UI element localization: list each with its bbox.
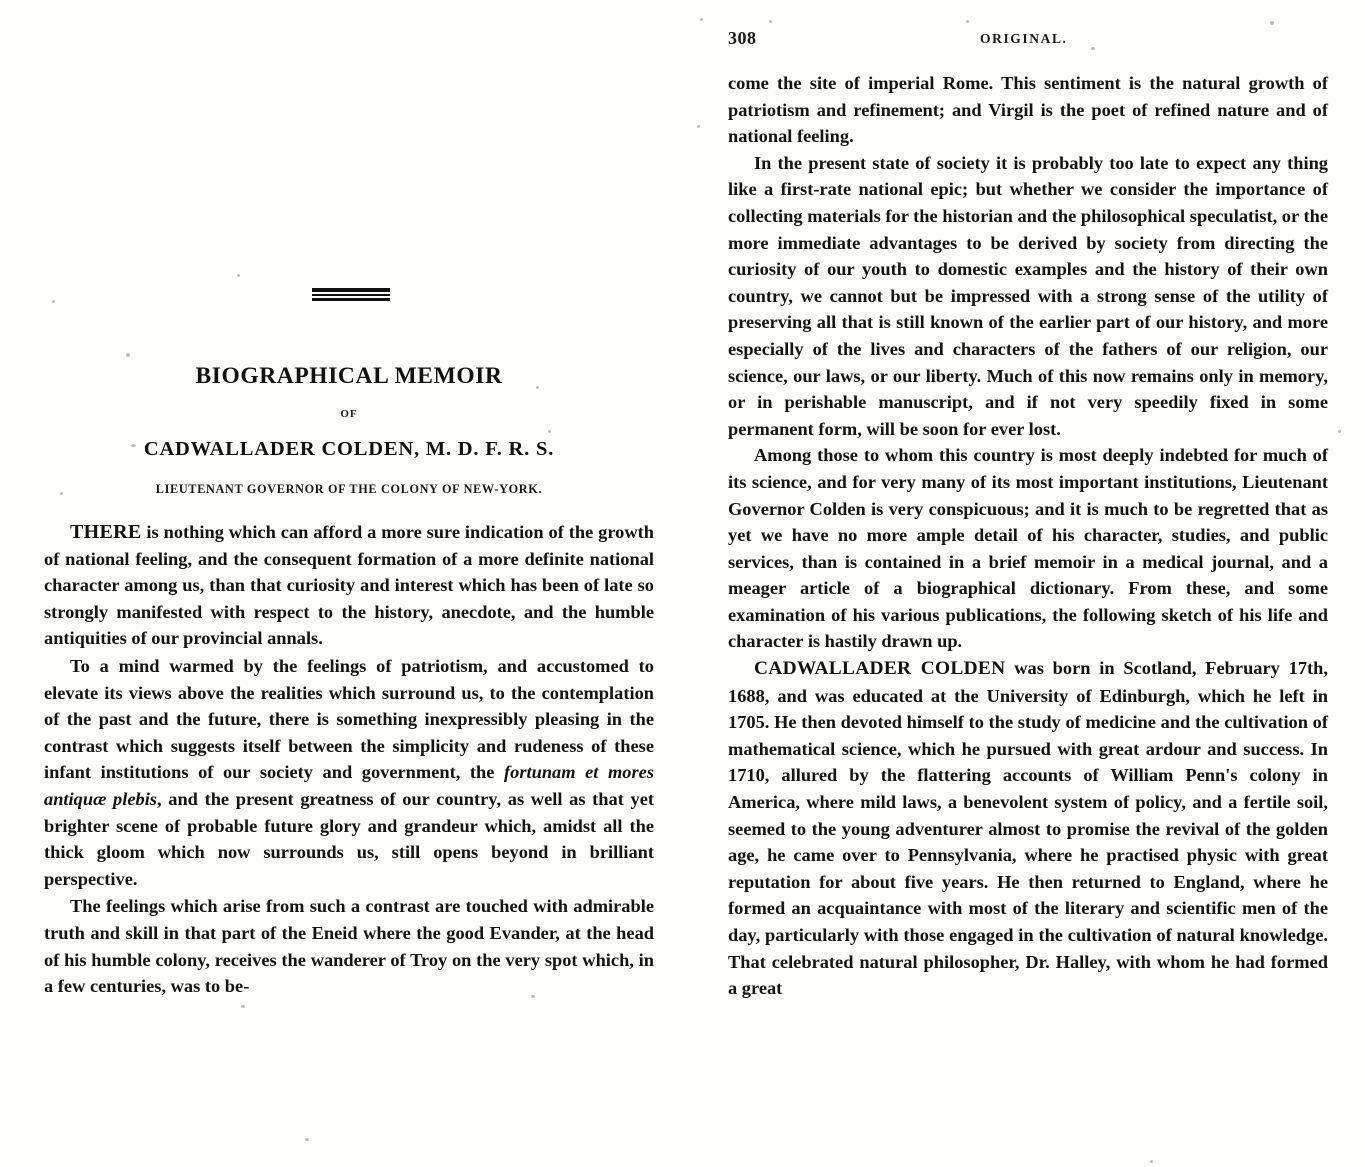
- right-body-text: [728, 70, 1328, 1002]
- page-title: BIOGRAPHICAL MEMOIR: [195, 363, 503, 389]
- running-head-label: ORIGINAL.: [980, 31, 1068, 46]
- paragraph: The feelings which arise from such a contrast are touched with admirable truth and skill in that part of the Eneid where the good Evander, at the head of his humble colony, receives the wanderer of Troy on the very spot which, in a few centuries, was to be-: [44, 896, 654, 997]
- paragraph: Among those to whom this country is most deeply indebted for much of its science, and for very many of its most important institutions, Lieutenant Governor Colden is very conspicuous; and it is much to be regretted that as yet we have no more ample detail of his character, studies, and public services, than is contained in a brief memoir in a medical journal, and a meager article of a biographical dictionary. From these, and some examination of his various publications, the following sketch of his life and character is hastily drawn up.: [728, 445, 1328, 652]
- paragraph: [44, 519, 654, 652]
- paragraph: come the site of imperial Rome. This sentiment is the natural growth of patriotism and refinement; and Virgil is the poet of refined nature and of national feeling.: [728, 73, 1328, 147]
- page-number: 308: [728, 28, 757, 48]
- paragraph: In the present state of society it is probably too late to expect any thing like a first-rate national epic; but whether we consider the importance of collecting materials for the historian and the philosophical speculatist, or the more immediate advantages to be derived by society from directing the curiosity of our youth to domestic examples and the history of their own country, we cannot but be impressed with a strong sense of the utility of preserving all that is still known of the earlier part of our history, and more especially of the lives and characters of the fathers of our religion, our science, our laws, or our liberty. Much of this now remains only in memory, or in perishable manuscript, and if not very speedily fixed in some permanent form, will be soon for ever lost.: [728, 152, 1328, 439]
- left-body-text: [44, 519, 654, 1000]
- paragraph-text: was born in Scotland, February 17th, 1688, and was educated at the University of Edinburgh, which he left in 1705. He then devoted himself to the study of medicine and the cultivation of mathematical science, which he pursued with great ardour and success. In 1710, allured by the flattering accounts of William Penn's colony in America, where mild laws, a benevolent system of policy, and a fertile soil, seemed to the young adventurer almost to promise the revival of the golden age, he came over to Pennsylvania, where he practised physic with great reputation for about five years. He then returned to England, where he formed an acquaintance with most of the literary and scientific men of the day, particularly with those engaged in the cultivation of natural knowledge. That celebrated natural philosopher, Dr. Halley, with whom he had formed a great: [728, 658, 1328, 999]
- running-head: [728, 28, 1328, 68]
- paragraph: [44, 653, 654, 892]
- ornamental-rule: [312, 288, 390, 301]
- latin-phrase: fortunam et mores antiquæ plebis: [44, 762, 654, 809]
- paragraph-text: , and the present greatness of our country, as well as that yet brighter scene of probable future glory and grandeur which, amidst all the thick gloom which now surrounds us, still opens beyond in brilliant perspective.: [44, 788, 655, 889]
- subject-subtitle: LIEUTENANT GOVERNOR OF THE COLONY OF NEW-YORK.: [155, 482, 543, 496]
- paragraph-text: To a mind warmed by the feelings of patriotism, and accustomed to elevate its views above the realities which surround us, to the contemplation of the past and the future, there is something inexpressibly pleasing in the contrast which suggests itself between the simplicity and rudeness of these infant institutions of our society and government, the: [44, 655, 654, 783]
- paragraph: [728, 655, 1328, 1002]
- subject-name-smallcaps: CADWALLADER COLDEN: [754, 658, 1006, 680]
- title-of-word: OF: [340, 408, 358, 420]
- lead-word: THERE: [70, 521, 142, 543]
- subject-name: CADWALLADER COLDEN, M. D. F. R. S.: [143, 438, 555, 460]
- right-page-column: [690, 0, 1365, 1167]
- paragraph-text: is nothing which can afford a more sure indication of the growth of national feeling, and the consequent formation of a more definite national character among us, than that curiosity and interest which has been of late so strongly manifested with respect to the history, anecdote, and the humble antiquities of our provincial annals.: [44, 522, 654, 649]
